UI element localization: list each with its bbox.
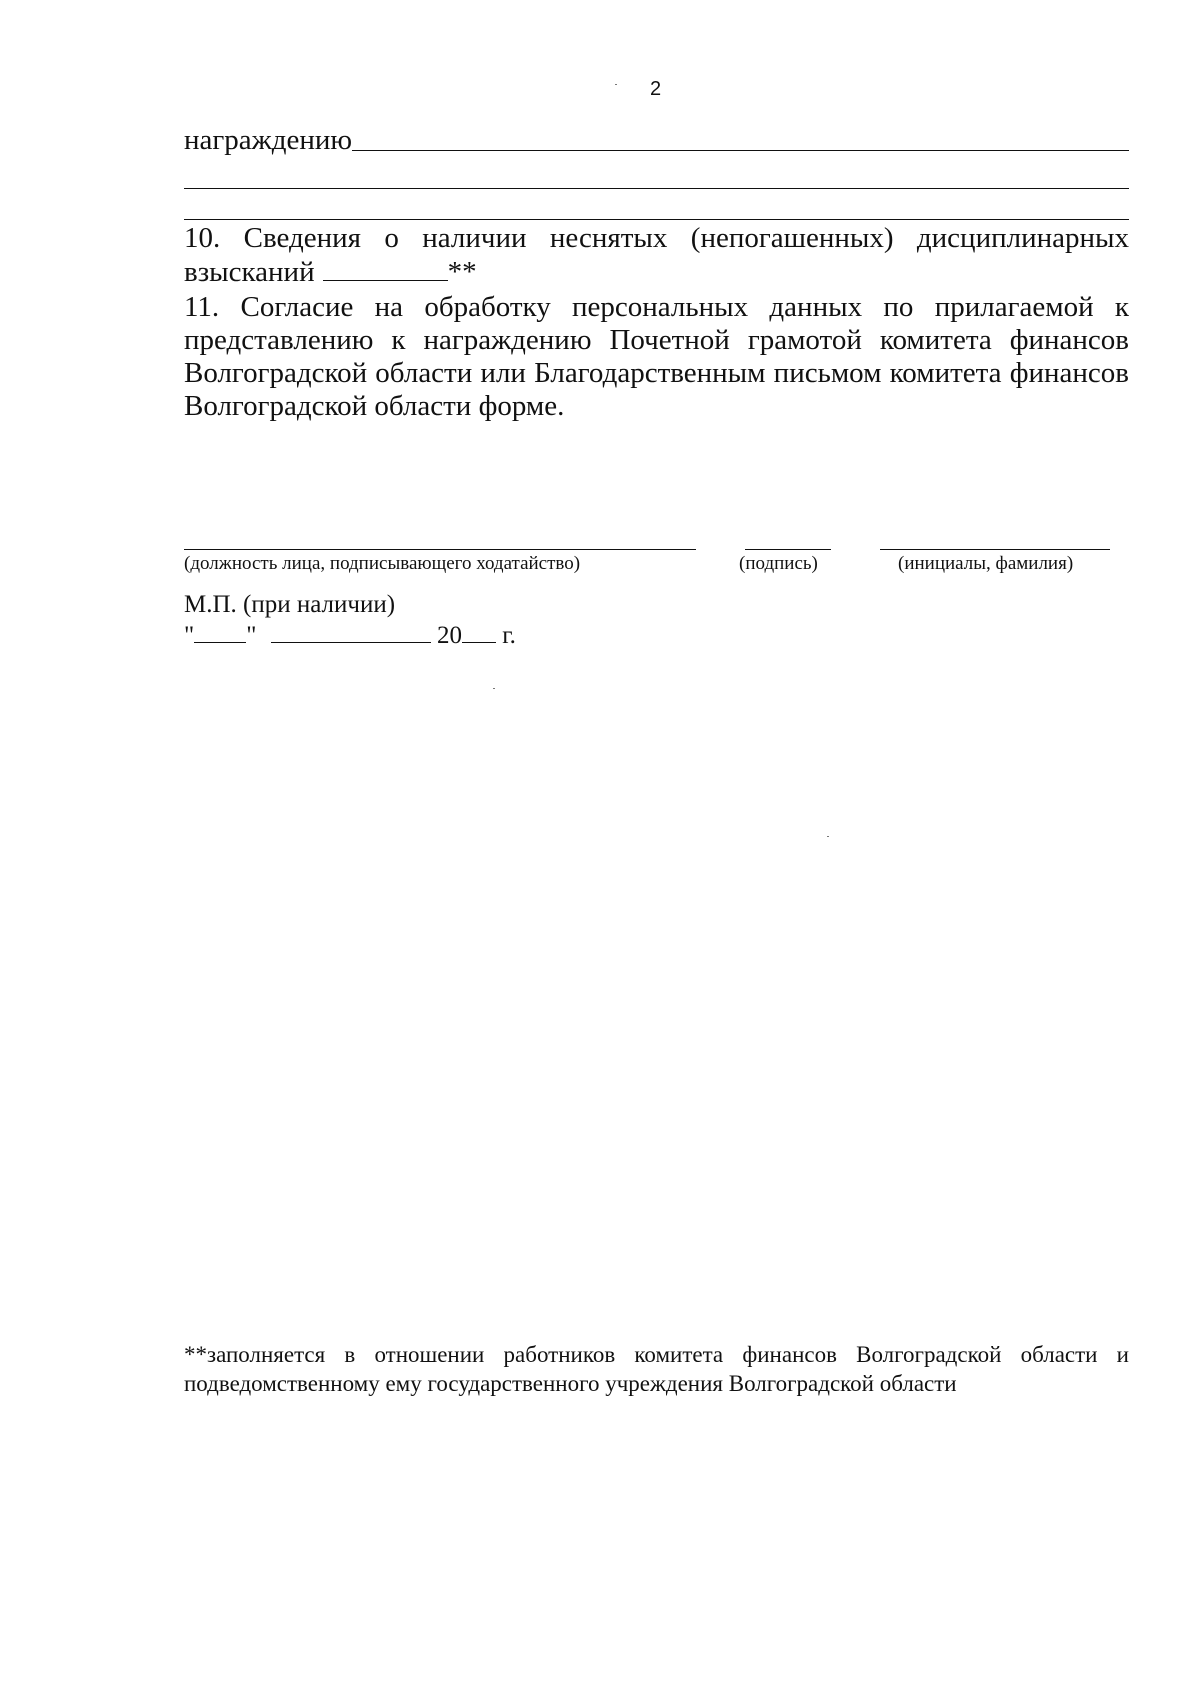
item-11-text: 11. Согласие на обработку персональных данных по прилагаемой к представлению к награждению Почетной грамотой комитета финансов Волгоградской области или Благодарственным письмом комитета финансов Волгоградской области форме. — [184, 291, 1129, 422]
scan-speck — [493, 688, 495, 689]
footnote-line-2: подведомственному ему государственного учреждения Волгоградской области — [184, 1371, 957, 1396]
penalties-blank — [323, 256, 448, 281]
page-number: 2 — [650, 78, 662, 100]
item-10-prefix: взысканий — [184, 256, 315, 288]
position-caption: (должность лица, подписывающего ходатайство) — [184, 553, 581, 574]
month-blank — [271, 620, 431, 643]
date-line — [184, 620, 516, 651]
award-fill-line-2 — [184, 188, 1129, 189]
award-fill-line-3 — [184, 219, 1129, 220]
item-10-continuation — [184, 256, 477, 289]
year-blank — [462, 620, 496, 643]
scan-speck — [615, 84, 617, 85]
item-10-footnote-mark: ** — [447, 256, 477, 288]
award-fill-line — [352, 150, 1129, 151]
date-open-quote: " — [184, 622, 195, 649]
position-signature-line — [184, 549, 696, 550]
item-10-text: 10. Сведения о наличии неснятых (непогашенных) дисциплинарных — [184, 222, 1129, 254]
stamp-place: М.П. (при наличии) — [184, 591, 396, 618]
year-suffix: г. — [502, 622, 516, 649]
award-word: награждению — [184, 124, 353, 156]
year-prefix: 20 — [436, 622, 462, 649]
date-close-quote: " — [246, 622, 257, 649]
award-line — [184, 124, 1129, 157]
footnote-line-1: **заполняется в отношении работников комитета финансов Волгоградской области и — [184, 1342, 1129, 1367]
signature-caption: (подпись) — [739, 553, 818, 574]
signature-line — [745, 549, 831, 550]
scan-speck — [827, 836, 829, 837]
name-signature-line — [880, 549, 1110, 550]
name-caption: (инициалы, фамилия) — [898, 553, 1074, 574]
day-blank — [194, 620, 246, 643]
footnote — [184, 1340, 1129, 1398]
